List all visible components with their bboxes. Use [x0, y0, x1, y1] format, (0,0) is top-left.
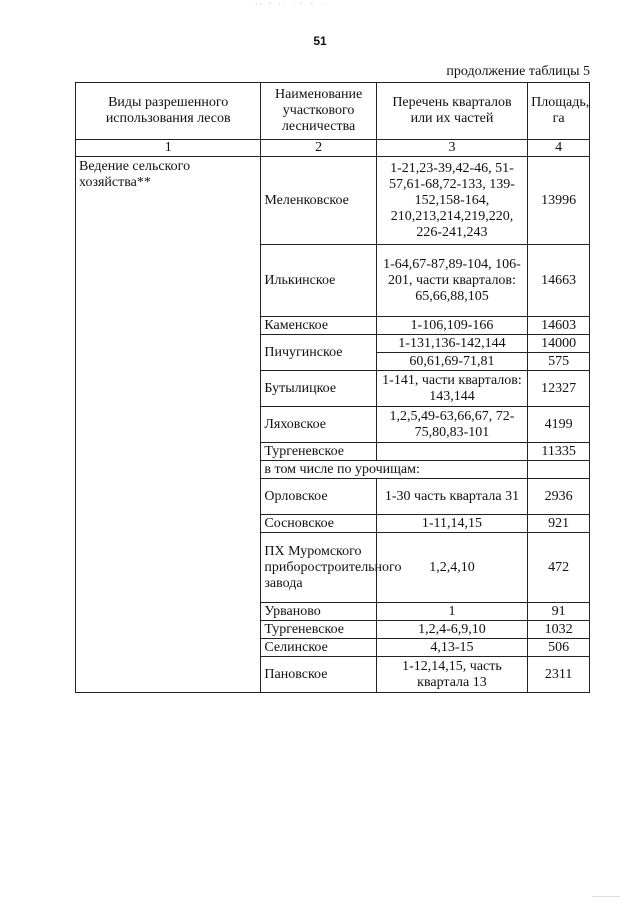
area-cell: 506: [528, 639, 590, 657]
forest-use-table: [75, 82, 590, 693]
quarters-cell: 1-11,14,15: [376, 515, 527, 533]
area-cell: 575: [528, 353, 590, 371]
area-cell: 2311: [528, 657, 590, 693]
quarters-cell: 1,2,4,10: [376, 533, 527, 603]
district-cell: Сосновское: [261, 515, 376, 533]
district-cell: Тургеневское: [261, 621, 376, 639]
quarters-cell: [376, 443, 527, 461]
area-cell: 13996: [528, 157, 590, 245]
header-use-type: Виды разрешенного использования лесов: [76, 83, 261, 140]
table-row: [76, 157, 590, 245]
quarters-cell: 1: [376, 603, 527, 621]
quarters-cell: 4,13-15: [376, 639, 527, 657]
district-cell: Меленковское: [261, 157, 376, 245]
area-cell: 14000: [528, 335, 590, 353]
area-cell: 921: [528, 515, 590, 533]
quarters-cell: 1-141, части кварталов: 143,144: [376, 371, 527, 407]
empty-area-cell: [528, 461, 590, 479]
quarters-cell: 1-106,109-166: [376, 317, 527, 335]
quarters-cell: 1-64,67-87,89-104, 106-201, части кварталов: 65,66,88,105: [376, 245, 527, 317]
column-number: 1: [76, 140, 261, 157]
faint-scan-stamp: ꞌꞌ ˇ ˈ˙ ˙ˇ ˆ ˙: [255, 2, 327, 11]
area-cell: 4199: [528, 407, 590, 443]
area-cell: 91: [528, 603, 590, 621]
page-number: 51: [313, 34, 327, 48]
area-cell: 2936: [528, 479, 590, 515]
column-number: 2: [261, 140, 376, 157]
column-number-row: [76, 140, 590, 157]
table-caption: продолжение таблицы 5: [446, 64, 590, 79]
district-cell: Илькинское: [261, 245, 376, 317]
area-cell: 472: [528, 533, 590, 603]
header-quarters: Перечень кварталов или их частей: [376, 83, 527, 140]
district-cell: Урваново: [261, 603, 376, 621]
area-cell: 1032: [528, 621, 590, 639]
column-number: 3: [376, 140, 527, 157]
scan-artifact-line: [592, 896, 620, 897]
district-cell: Пановское: [261, 657, 376, 693]
district-cell: ПХ Муромского приборостроительного завода: [261, 533, 376, 603]
district-cell: Ляховское: [261, 407, 376, 443]
district-cell: Селинское: [261, 639, 376, 657]
quarters-cell: 1-21,23-39,42-46, 51-57,61-68,72-133, 139-152,158-164, 210,213,214,219,220, 226-241,243: [376, 157, 527, 245]
district-cell: Бутылицкое: [261, 371, 376, 407]
quarters-cell: 1-30 часть квартала 31: [376, 479, 527, 515]
quarters-cell: 1,2,5,49-63,66,67, 72-75,80,83-101: [376, 407, 527, 443]
quarters-cell: 60,61,69-71,81: [376, 353, 527, 371]
area-cell: 11335: [528, 443, 590, 461]
quarters-cell: 1-131,136-142,144: [376, 335, 527, 353]
quarters-cell: 1-12,14,15, часть квартала 13: [376, 657, 527, 693]
header-row: [76, 83, 590, 140]
header-district: Наименование участкового лесничества: [261, 83, 376, 140]
district-cell: Орловское: [261, 479, 376, 515]
district-cell: Тургеневское: [261, 443, 376, 461]
quarters-cell: 1,2,4-6,9,10: [376, 621, 527, 639]
subheader-cell: в том числе по урочищам:: [261, 461, 528, 479]
district-cell: Пичугинское: [261, 335, 376, 371]
header-area: Площадь, га: [528, 83, 590, 140]
area-cell: 14663: [528, 245, 590, 317]
column-number: 4: [528, 140, 590, 157]
area-cell: 12327: [528, 371, 590, 407]
area-cell: 14603: [528, 317, 590, 335]
district-cell: Каменское: [261, 317, 376, 335]
use-type-cell: Ведение сельского хозяйства**: [76, 157, 261, 693]
